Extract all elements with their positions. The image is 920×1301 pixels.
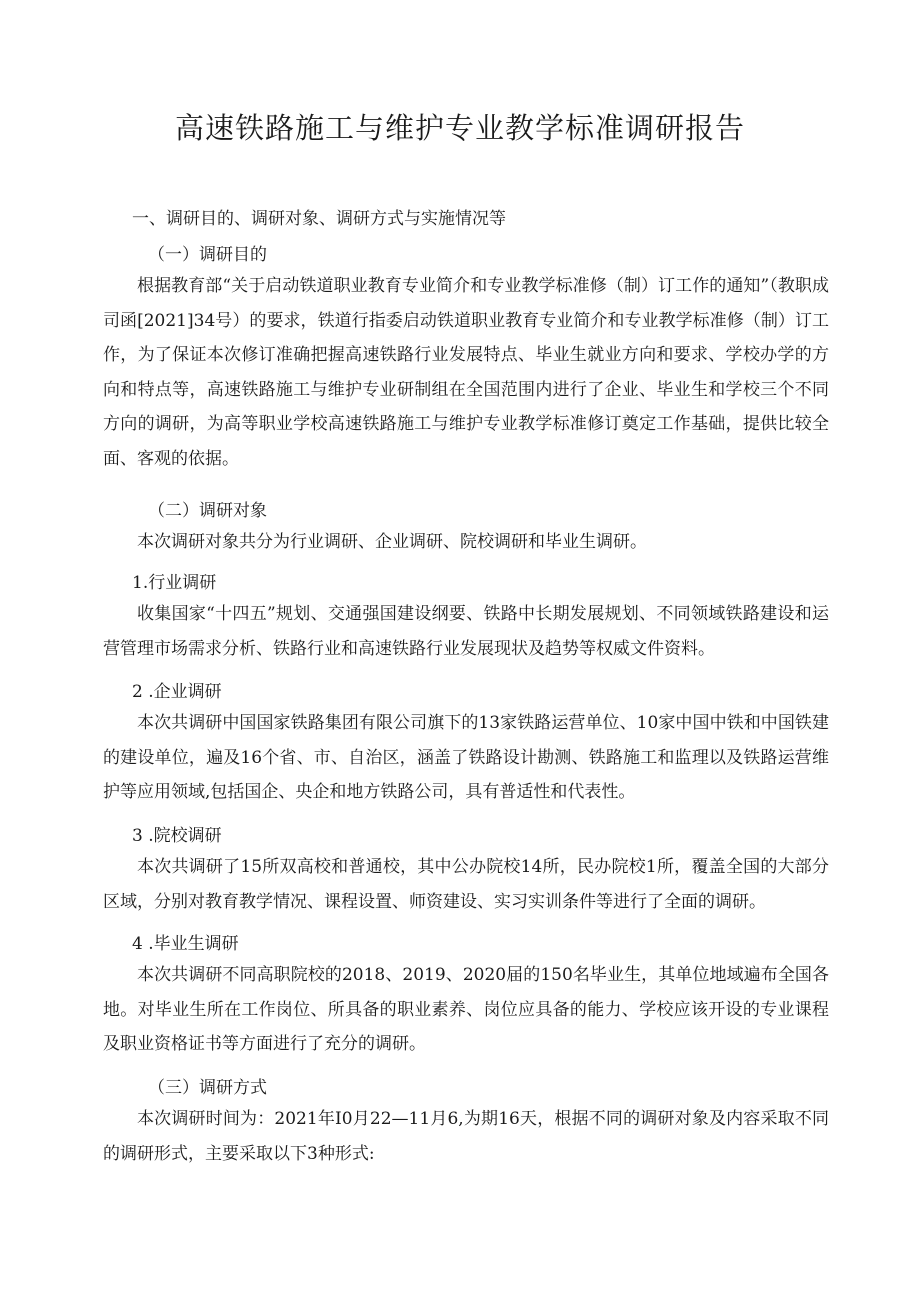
item-heading-enterprise: 2 .企业调研 [132, 682, 222, 702]
item-heading-colleges: 3 .院校调研 [132, 826, 222, 846]
paragraph-enterprise: 本次共调研中国国家铁路集团有限公司旗下的13家铁路运营单位、10家中国中铁和中国铁建的建设单位，遍及16个省、市、自治区，涵盖了铁路设计勘测、铁路施工和监理以及铁路运营维护等应用领域,包括国企、央企和地方铁路公司，具有普适性和代表性。 [103, 713, 829, 802]
paragraph-methods: 本次调研时间为：2021年I0月22—11月6,为期16天，根据不同的调研对象及内容采取不同的调研形式，主要采取以下3种形式: [103, 1109, 829, 1164]
document-title: 高速铁路施工与维护专业教学标准调研报告 [174, 111, 745, 145]
subsection-heading-purpose: （一）调研目的 [148, 245, 267, 265]
paragraph-objects: 本次调研对象共分为行业调研、企业调研、院校调研和毕业生调研。 [137, 532, 647, 552]
paragraph-colleges: 本次共调研了15所双高校和普通校，其中公办院校14所，民办院校1所，覆盖全国的大部分区域，分别对教育教学情况、课程设置、师资建设、实习实训条件等进行了全面的调研。 [103, 857, 829, 912]
item-heading-graduates: 4 .毕业生调研 [132, 934, 239, 954]
paragraph-purpose: 根据教育部“关于启动铁道职业教育专业简介和专业教学标准修（制）订工作的通知”（教职成司函[2021]34号）的要求，铁道行指委启动铁道职业教育专业简介和专业教学标准修（制）订工作，为了保证本次修订准确把握高速铁路行业发展特点、毕业生就业方向和要求、学校办学的方向和特点等，高速铁路施工与维护专业研制组在全国范围内进行了企业、毕业生和学校三个不同方向的调研，为高等职业学校高速铁路施工与维护专业教学标准修订奠定工作基础，提供比较全面、客观的依据。 [103, 276, 829, 469]
item-heading-industry: 1.行业调研 [132, 573, 217, 593]
subsection-heading-methods: （三）调研方式 [148, 1078, 267, 1098]
section-heading-1: 一、调研目的、调研对象、调研方式与实施情况等 [132, 209, 506, 229]
subsection-heading-objects: （二）调研对象 [148, 501, 267, 521]
paragraph-industry: 收集国家“十四五”规划、交通强国建设纲要、铁路中长期发展规划、不同领域铁路建设和运营管理市场需求分析、铁路行业和高速铁路行业发展现状及趋势等权威文件资料。 [103, 604, 829, 659]
paragraph-graduates: 本次共调研不同高职院校的2018、2019、2020届的150名毕业生，其单位地域遍布全国各地。对毕业生所在工作岗位、所具备的职业素养、岗位应具备的能力、学校应该开设的专业课程及职业资格证书等方面进行了充分的调研。 [103, 965, 829, 1054]
